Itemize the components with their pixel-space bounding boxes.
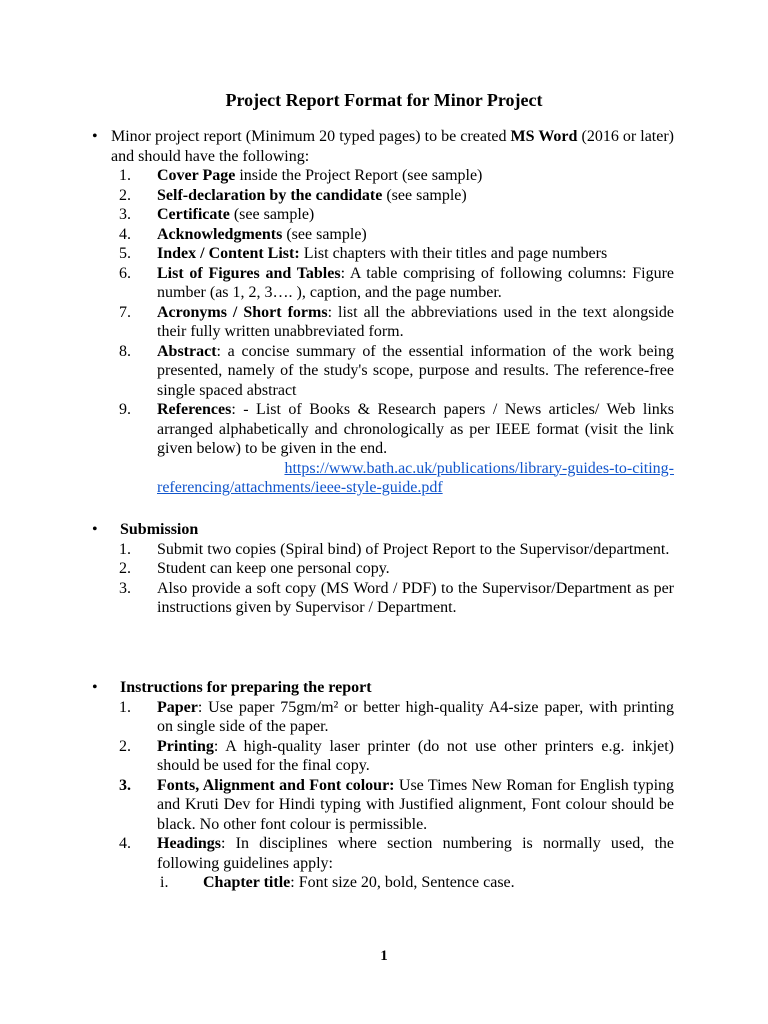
ieee-style-guide-link[interactable]: https://www.bath.ac.uk/publications/library-guides-to-citing- referencing/attachments/ieee-style-guide.pdf xyxy=(157,459,674,496)
section-heading: Submission xyxy=(120,521,199,538)
list-item: 4. Acknowledgments (see sample) xyxy=(119,225,367,243)
list-item: 9. References: - List of Books & Research papers / News articles/ Web links arranged alphabetically and chronologically as per IEEE format (visit the link given below) to be given in the end. https://www.bath.ac.uk/publications/library-guides-to-citing- referencing/attachments/ieee-style-guide.pdf xyxy=(119,401,674,496)
list-item: 3. Also provide a soft copy (MS Word / PDF) to the Supervisor/Department as per instructions given by Supervisor / Department. xyxy=(119,579,674,616)
section-report-contents xyxy=(92,127,674,498)
list-item: 1. Cover Page inside the Project Report (see sample) xyxy=(119,167,483,184)
list-item: 8. Abstract: a concise summary of the essential information of the work being presented, namely of the study's scope, purpose and results. The reference-free single spaced abstract xyxy=(119,342,674,399)
headings-sublist xyxy=(92,873,674,893)
sub-list-item: i. Chapter title: Font size 20, bold, Sentence case. xyxy=(160,874,515,891)
submission-list xyxy=(92,540,674,618)
section-intro xyxy=(111,127,674,166)
list-item: 5. Index / Content List: List chapters with their titles and page numbers xyxy=(119,245,608,262)
section-instructions xyxy=(92,678,674,893)
list-item: 2. Student can keep one personal copy. xyxy=(119,560,390,577)
intro-text: Minor project report (Minimum 20 typed pages) to be created xyxy=(111,128,511,145)
intro-bold: MS Word xyxy=(510,128,578,145)
page-title: Project Report Format for Minor Project xyxy=(225,90,543,110)
list-item: 2. Self-declaration by the candidate (see sample) xyxy=(119,186,467,204)
list-item: 1. Paper: Use paper 75gm/m² or better high-quality A4-size paper, with printing on single side of the paper. xyxy=(119,698,674,735)
section-submission xyxy=(92,520,674,618)
list-item: 7. Acronyms / Short forms: list all the abbreviations used in the text alongside their fully written unabbreviated form. xyxy=(119,303,675,340)
list-item: 4. Headings: In disciplines where section numbering is normally used, the following guidelines apply: xyxy=(119,835,674,872)
list-item: 6. List of Figures and Tables: A table comprising of following columns: Figure number (as 1, 2, 3…. ), caption, and the page number. xyxy=(119,264,675,301)
list-item: 2. Printing: A high-quality laser printer (do not use other printers e.g. inkjet) should be used for the final copy. xyxy=(119,737,674,774)
contents-list xyxy=(92,166,674,498)
bullet: • xyxy=(92,521,98,538)
page-number: 1 xyxy=(380,948,388,964)
list-item: 3. Certificate (see sample) xyxy=(119,206,315,223)
instructions-list xyxy=(92,698,674,874)
section-heading: Instructions for preparing the report xyxy=(120,679,372,696)
bullet: • xyxy=(92,128,98,145)
list-item: 3. Fonts, Alignment and Font colour: Use Times New Roman for English typing and Kruti Dev for Hindi typing with Justified alignment, Font colour should be black. No other font colour is permissible. xyxy=(119,776,675,833)
list-item: 1. Submit two copies (Spiral bind) of Project Report to the Supervisor/department. xyxy=(119,540,670,558)
intro-text-end: (2016 or later) and should have the following: xyxy=(111,128,675,165)
bullet: • xyxy=(92,679,98,696)
